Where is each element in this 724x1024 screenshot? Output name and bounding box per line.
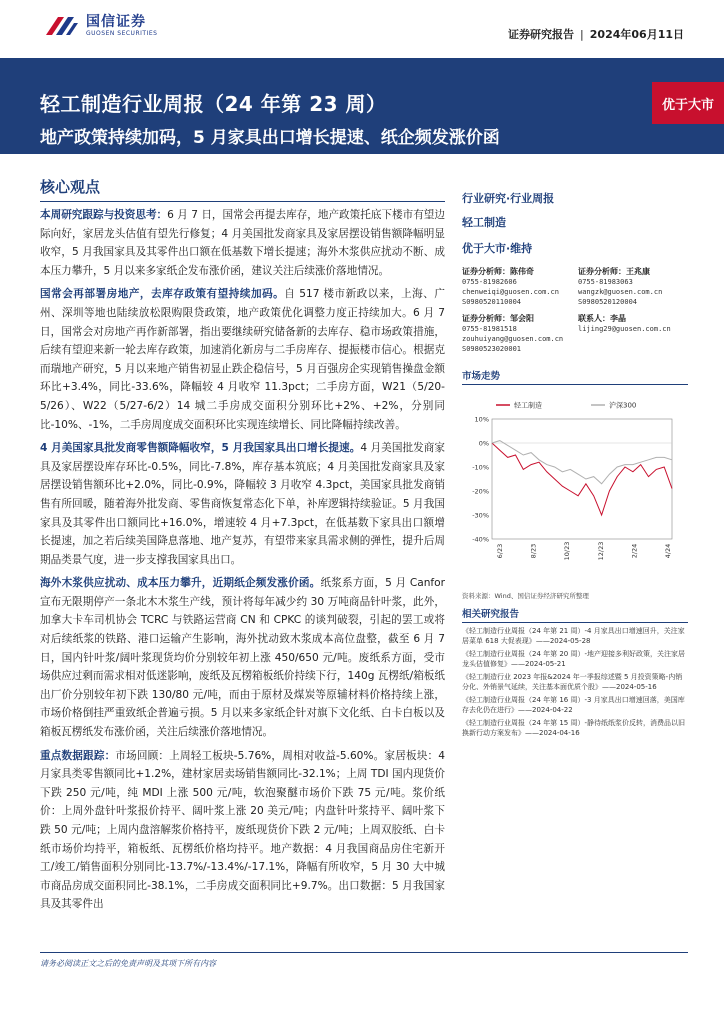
report-link[interactable] — [462, 626, 687, 646]
analyst-name: 陈伟奇 — [510, 267, 534, 276]
section-title: 核心观点 — [40, 176, 445, 202]
industry-name: 轻工制造 — [462, 216, 506, 229]
analyst-cert: S0980520120004 — [578, 298, 638, 306]
analyst-role: 证券分析师： — [462, 314, 510, 323]
analyst-email[interactable]: lijing29@guosen.com.cn — [578, 325, 671, 333]
analyst-card — [578, 266, 688, 307]
report-category: 行业研究·行业周报 — [462, 192, 555, 205]
paragraph-text: 自 517 楼市新政以来，上海、广州、深圳等地也陆续放松限购限贷政策，地产政策优化调整力度正持续加大。6 月 7 日，国常会对房地产再作新部署，指出要继续研究储备新的去库存、稳市场政策措施，后续有望迎来新一轮去库存政策，加速消化新房与二手房库存、提振楼市信心。根据克而瑞地产研究，5 月以来地产销售初显止跌企稳信号，5 月百强房企实现销售操盘金额环比+3.4%，同比-33.6%，降幅较 4 月收窄 11.3pct；二手房方面，W21（5/20-5/26）、W22（5/27-6/2）14 城二手房成交面积分别环比+2%、+2%，分别同比-10%、-1%，二手房周度成交面积环比实现连续增长、同比降幅持续改善。 — [40, 288, 445, 431]
related-reports-title: 相关研究报告 — [462, 606, 688, 623]
sidebar — [462, 190, 687, 738]
report-link[interactable] — [462, 718, 687, 738]
report-title-text: 《轻工制造行业周报（24 年第 15 周）-静待纸纸浆价反转，消费品以旧换新行动方案发布》 — [462, 719, 686, 737]
paragraph — [40, 285, 445, 434]
report-title-text: 《轻工制造行业 2023 年报&2024 年一季报综述暨 5 月投资策略-内销分化、外销景气延续，关注基本面优质个股》 — [462, 673, 683, 691]
analyst-role: 证券分析师： — [578, 267, 626, 276]
core-viewpoint-section — [40, 176, 445, 919]
analyst-cert: S0980523020001 — [462, 345, 522, 353]
report-date-text: ——2024-04-22 — [518, 706, 573, 714]
report-date-text: ——2024-05-28 — [535, 637, 591, 645]
guosen-logo — [44, 13, 157, 39]
series-line-0 — [492, 443, 672, 515]
report-link[interactable] — [462, 695, 687, 715]
footer-disclaimer: 请务必阅读正文之后的免责声明及其项下所有内容 — [40, 959, 216, 968]
analyst-phone: 0755-81983063 — [578, 278, 633, 286]
paragraph-lead: 4 月美国家具批发商零售额降幅收窄，5 月我国家具出口增长提速。 — [40, 442, 361, 455]
report-type: 证券研究报告 — [508, 28, 575, 41]
market-trend-title: 市场走势 — [462, 368, 688, 385]
related-reports-list — [462, 626, 687, 738]
title-banner — [0, 58, 724, 154]
y-tick-label: -30% — [472, 511, 489, 520]
analyst-card — [462, 266, 572, 307]
x-tick-label: 2/24 — [630, 543, 639, 559]
report-title: 轻工制造行业周报（24 年第 23 周） — [40, 92, 387, 116]
x-tick-label: 6/23 — [496, 543, 504, 559]
report-date-text: ——2024-05-21 — [511, 660, 566, 668]
paragraph — [40, 206, 445, 280]
market-trend-chart — [462, 389, 688, 589]
report-title-text: 《轻工制造行业周报（24 年第 16 周）-3 月家具出口增速回落，美国库存去化仍在进行》 — [462, 696, 685, 714]
paragraph — [40, 747, 445, 914]
report-title-text: 《轻工制造行业周报（24 年第 21 周）-4 月家具出口增速回升，关注家居菜单 618 大促表现》 — [462, 627, 685, 645]
report-date: 2024年06月11日 — [589, 28, 684, 41]
y-tick-label: -10% — [472, 463, 489, 472]
y-tick-label: -40% — [472, 535, 489, 544]
analyst-phone: 0755-81981518 — [462, 325, 517, 333]
top-bar — [0, 0, 724, 58]
paragraph — [40, 439, 445, 569]
analyst-list — [462, 266, 687, 354]
analyst-cert: S0980520110004 — [462, 298, 522, 306]
analyst-role: 证券分析师： — [462, 267, 510, 276]
report-link[interactable] — [462, 649, 687, 669]
paragraph-lead: 国常会再部署房地产，去库存政策有望持续加码。 — [40, 288, 285, 301]
analyst-email[interactable]: wangzk@guosen.com.cn — [578, 288, 663, 296]
paragraph-text: 市场回顾：上周轻工板块-5.76%，周相对收益-5.60%。家居板块：4 月家具类零售额同比+1.2%，建材家居卖场销售额同比-32.1%；上周 TDI 国内现货价下跌 250 元/吨，纯 MDI 上涨 500 元/吨，软泡聚醚市场价下跌 75 元/吨。浆价纸价：上周外盘针叶浆报价持平、阔叶浆上涨 20 美元/吨；内盘针叶浆持平、阔叶浆下跌 50 元/吨；上周内盘溶解浆价格持平，废纸现货价下跌 2 元/吨；上周双胶纸、白卡纸市场价均持平，箱板纸、瓦楞纸价格均持平。地产数据：4 月我国商品房住宅新开工/竣工/销售面积分别同比-13.7%/-13.4%/-17.1%，降幅有所收窄，5 月 30 大中城市商品房成交面积同比-38.1%，二手房成交面积同比+9.7%。出口数据：5 月我国家具及其零件出 — [40, 749, 445, 911]
analyst-name: 王兆康 — [626, 267, 650, 276]
report-date-text: ——2024-05-16 — [602, 683, 657, 691]
analyst-name: 李晶 — [610, 314, 626, 323]
analyst-name: 邹会阳 — [510, 314, 534, 323]
chart-svg — [462, 389, 688, 589]
chart-source: 资料来源：Wind、国信证券经济研究所整理 — [462, 592, 589, 600]
paragraph-text: 纸浆系方面，5 月 Canfor 宣布无限期停产一条北木木浆生产线，预计将每年减少约 30 万吨商品针叶浆，此外，加拿大卡车司机协会 TCRC 与铁路运营商 CN 和 CPKC 的谈判破裂，引起的罢工或将对后续纸浆的铁路、港口运输产生影响，海外扰动致木浆成本高位盘整，截至 6 月 7 日，国内针叶浆/阔叶浆现货均价分别较年初上涨 450/650 元/吨。废纸系方面，受市场供应过剩而需求相对低迷影响，废纸及瓦楞箱板纸价持续下行，140g 瓦楞纸/箱板纸出厂价分别较年初下跌 130/80 元/吨，而由于原材及煤炭等原辅材料价格持续上涨，市场价格倒挂严重致纸企普遍亏损。5 月以来多家纸企针对旗下文化纸、白卡白板以及箱板瓦楞纸发布涨价函，关注后续涨价落地情况。 — [40, 577, 445, 739]
logo-cn-text: 国信证券 — [86, 14, 146, 30]
report-date-text: ——2024-04-16 — [525, 729, 580, 737]
paragraph-text: 4 月美国批发商家具及家居摆设库存环比-0.5%，同比-7.8%，库存基本筑底；4 月美国批发商家具及家居摆设销售额环比+2.0%，同比-0.9%，降幅较 3 月收窄 4.3pct，美国家具批发商销售有所回暖，随着海外批发商、零售商恢复常态化下单，补库逻辑持续验证。5 月我国家具及其零件出口额同比+16.0%，增速较 4 月+7.3pct，在低基数下家具出口额增长提速，加之若后续美国降息落地、地产复苏，有望带来家具需求侧的弹性，提升后周期品类景气度，进一步支撑我国家具出口。 — [40, 442, 445, 566]
header-meta — [508, 26, 684, 42]
paragraph-lead: 海外木浆供应扰动、成本压力攀升，近期纸企频发涨价函。 — [40, 577, 321, 590]
y-tick-label: 0% — [478, 439, 489, 448]
report-title-text: 《轻工制造行业周报（24 年第 20 周）-地产迎接多利好政策，关注家居龙头估值修复》 — [462, 650, 686, 668]
industry-rating: 优于大市·维持 — [462, 242, 533, 255]
footer-divider — [40, 952, 688, 953]
x-tick-label: 12/23 — [596, 541, 605, 561]
analyst-card — [462, 313, 572, 354]
y-tick-label: -20% — [472, 487, 489, 496]
report-link[interactable] — [462, 672, 687, 692]
analyst-phone: 0755-81982606 — [462, 278, 517, 286]
paragraph-lead: 本周研究跟踪与投资思考： — [40, 209, 168, 221]
paragraph — [40, 574, 445, 741]
rating-tag: 优于大市 — [652, 82, 724, 124]
analyst-email[interactable]: zouhuiyang@guosen.com.cn — [462, 335, 564, 343]
x-tick-label: 10/23 — [563, 541, 572, 561]
plot-frame — [492, 419, 672, 539]
analyst-card — [578, 313, 688, 354]
x-tick-label: 4/24 — [664, 543, 672, 559]
paragraph-lead: 重点数据跟踪： — [40, 749, 116, 762]
paragraph-text: 6 月 7 日，国常会再提去库存，地产政策托底下楼市有望边际向好，家居龙头估值有望先行修复；4 月美国批发商家具及家居摆设销售额降幅明显收窄，5 月我国家具及其零件出口额在低基数下增长提速；海外木浆供应扰动不断、成本压力攀升，5 月以来多家纸企发布涨价函，建议关注后续涨价落地情况。 — [40, 209, 445, 277]
report-subtitle: 地产政策持续加码，5 月家具出口增长提速、纸企频发涨价函 — [40, 128, 500, 148]
logo-mark-icon — [44, 13, 80, 39]
analyst-email[interactable]: chenweiqi@guosen.com.cn — [462, 288, 559, 296]
x-tick-label: 8/23 — [529, 543, 538, 559]
analyst-role: 联系人： — [578, 314, 610, 323]
legend-label: 轻工制造 — [514, 401, 542, 410]
legend-label: 沪深300 — [609, 401, 637, 410]
header-separator: | — [580, 28, 584, 41]
logo-en-text: GUOSEN SECURITIES — [86, 30, 158, 37]
y-tick-label: 10% — [474, 415, 489, 424]
